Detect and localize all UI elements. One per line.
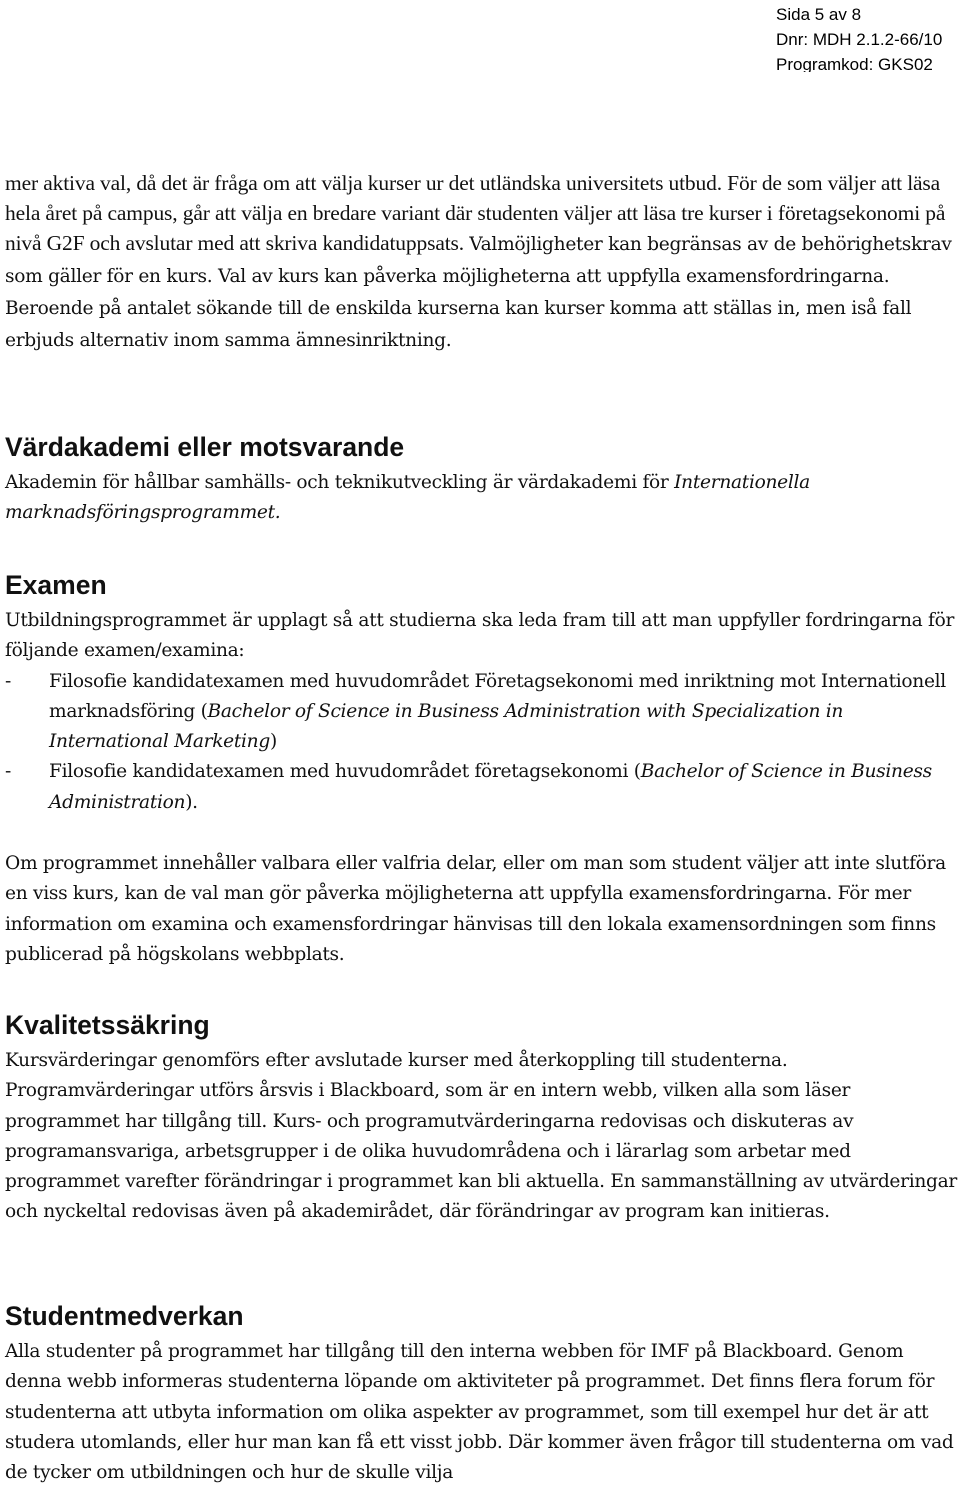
section-vardakademi <box>5 430 960 529</box>
student-heading: Studentmedverkan <box>5 1301 244 1331</box>
list-dash: - <box>5 761 11 783</box>
vardakademi-body: Akademin för hållbar samhälls- och teknikutveckling är värdakademi för <box>5 472 675 493</box>
degree-english-title: Bachelor of Science in Business Administration with Specialization in International Marketing <box>49 700 844 753</box>
degree-item <box>5 757 960 818</box>
section-kvalitetssakring <box>5 1008 960 1228</box>
degree-suffix: ) <box>269 731 277 753</box>
section-examen <box>5 568 960 818</box>
degree-english-title: Bachelor of Science in Business Administration <box>49 761 932 813</box>
degree-item <box>5 667 960 758</box>
intro-text-part1: mer aktiva val, då det är fråga om att välja kurser ur det utländska universitets utbud. För de som väljer att läsa hela året på campus, går att välja en bredare variant där studenten väljer att läsa tre kurser i företagsekonomi på nivå G2F och avslutar med att skriva kandidatuppsats. <box>5 171 946 255</box>
program-code: Programkod: GKS02 <box>776 55 933 72</box>
section-studentmedverkan <box>5 1299 960 1488</box>
document-number: Dnr: MDH 2.1.2-66/10 <box>776 30 943 49</box>
examen-heading: Examen <box>5 570 107 600</box>
kvalitet-text: Kursvärderingar genomförs efter avslutade kurser med återkoppling till studenterna. Programvärderingar utförs årsvis i Blackboard, som är en intern webb, vilken alla som läser programmet har tillgång till. Kurs- och programutvärderingarna redovisas och diskuteras av programansvariga, arbetsgrupper i de olika huvudområdena och i lärarlag som arbetar med programmet varefter förändringar i programmet kan bli aktuella. En sammanställning av utvärderingar och nyckeltal redovisas även på akademirådet, där förändringar av program kan initieras. <box>5 1050 958 1223</box>
degree-list <box>5 667 960 818</box>
degree-text: Filosofie kandidatexamen med huvudområdet Företagsekonomi med inriktning mot Internationell marknadsföring ( <box>49 670 946 722</box>
document-body <box>5 168 960 1484</box>
page-number: Sida 5 av 8 <box>776 5 862 24</box>
vardakademi-program: Internationella marknadsföringsprogrammet. <box>5 472 810 524</box>
page-header <box>776 2 960 72</box>
intro-text-part2: Valmöjligheter kan begränsas av de behörighetskrav som gäller för en kurs. Val av kurs kan påverka möjligheterna att uppfylla examensfordringarna. <box>5 234 952 287</box>
degree-text: Filosofie kandidatexamen med huvudområdet företagsekonomi ( <box>49 761 641 783</box>
student-text: Alla studenter på programmet har tillgång till den interna webben för IMF på Blackboard. Genom denna webb informeras studenterna löpande om aktiviteter på programmet. Det finns flera forum för studenterna att utbyta information om olika aspekter av programmet, som till exempel hur det är att studera utomlands, eller hur man kan få ett visst jobb. Där kommer även frågor till studenterna om vad de tycker om utbildningen och hur de skulle vilja <box>5 1341 954 1484</box>
section-examen-note <box>5 849 960 970</box>
vardakademi-heading: Värdakademi eller motsvarande <box>5 432 405 462</box>
intro-paragraph <box>5 168 960 356</box>
intro-text-part3: Beroende på antalet sökande till de enskilda kurserna kan kurser komma att ställas in, men iså fall erbjuds alternativ inom samma ämnesinriktning. <box>5 298 912 351</box>
degree-suffix: ). <box>185 791 198 813</box>
vardakademi-text <box>5 468 960 529</box>
kvalitet-heading: Kvalitetssäkring <box>5 1010 210 1040</box>
examen-note: Om programmet innehåller valbara eller valfria delar, eller om man som student väljer att inte slutföra en viss kurs, kan de val man gör påverka möjligheterna att uppfylla examensfordringarna. För mer information om examina och examensfordringar hänvisas till den lokala examensordningen som finns publicerad på högskolans webbplats. <box>5 853 946 965</box>
examen-text: Utbildningsprogrammet är upplagt så att studierna ska leda fram till att man uppfyller fordringarna för följande examen/examina: <box>5 610 955 662</box>
list-dash: - <box>5 670 11 692</box>
